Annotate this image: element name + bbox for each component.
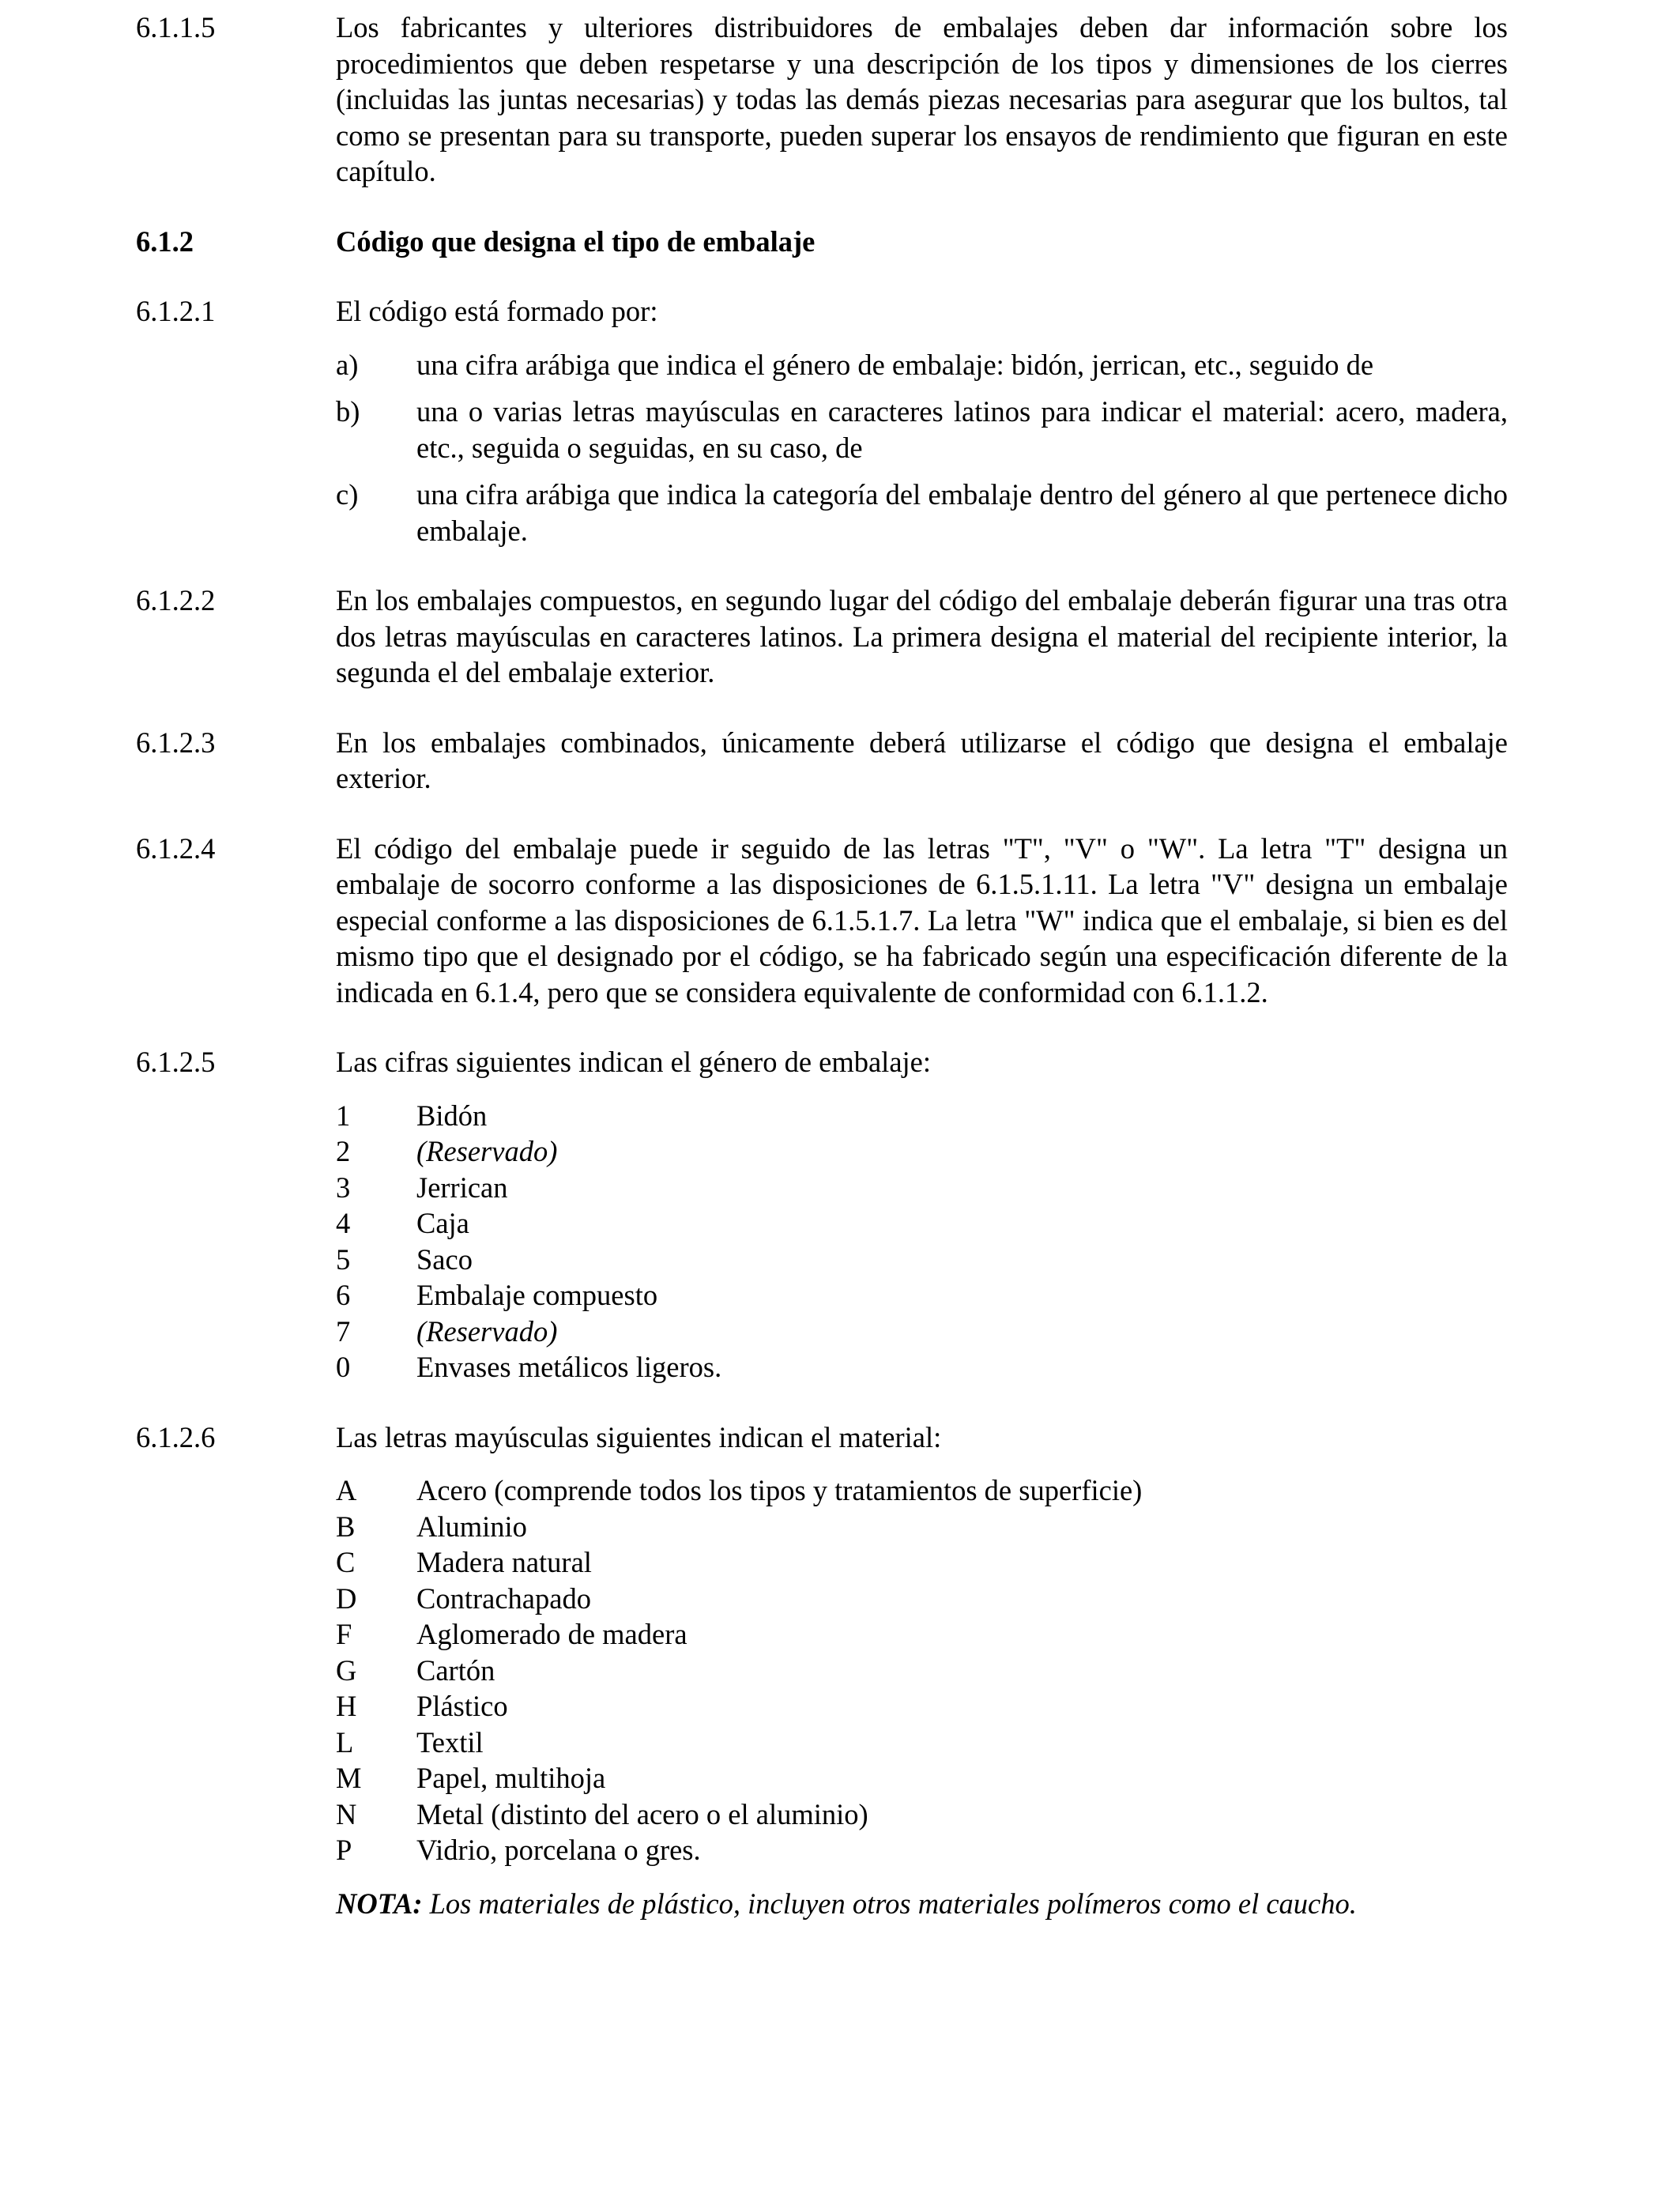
note	[336, 1886, 1508, 1922]
section-intro: El código está formado por:	[336, 295, 658, 327]
heading-title: Código que designa el tipo de embalaje	[336, 224, 816, 258]
list-item-text: una cifra arábiga que indica el género de embalaje: bidón, jerrican, etc., seguido de	[416, 348, 1374, 381]
list-item	[336, 1314, 1508, 1350]
list-item-code: 4	[336, 1207, 351, 1239]
list-item-letter: b)	[336, 395, 360, 428]
list-item	[336, 1616, 1508, 1653]
section-6-1-2-4	[136, 831, 1508, 1011]
list-item	[336, 394, 1508, 466]
list-item	[336, 1472, 1508, 1509]
list-item-label: Textil	[416, 1725, 484, 1759]
section-number: 6.1.1.5	[136, 11, 216, 43]
list-item	[336, 1581, 1508, 1617]
list-item-label: Jerrican	[416, 1171, 508, 1204]
section-intro: Las cifras siguientes indican el género de embalaje:	[336, 1046, 932, 1078]
section-6-1-2-3	[136, 725, 1508, 797]
list-item-label: (Reservado)	[416, 1314, 558, 1348]
section-number: 6.1.2.1	[136, 295, 216, 327]
list-item	[336, 1205, 1508, 1242]
packaging-type-list	[336, 1098, 1508, 1385]
list-item-text: una cifra arábiga que indica la categoría del embalaje dentro del género al que pertenece dicho embalaje.	[416, 478, 1508, 547]
list-item-label: Embalaje compuesto	[416, 1279, 658, 1311]
list-item-code: N	[336, 1797, 357, 1830]
list-item	[336, 1832, 1508, 1868]
list-item-code: 7	[336, 1314, 351, 1348]
list-item-code: 6	[336, 1279, 351, 1311]
list-item-code: 5	[336, 1242, 351, 1276]
list-item	[336, 1725, 1508, 1761]
material-list	[336, 1472, 1508, 1868]
list-item-code: A	[336, 1474, 357, 1506]
section-paragraph: Los fabricantes y ulteriores distribuidores de embalajes deben dar información sobre los procedimientos que deben respetarse y una descripción de los tipos y dimensiones de los cierres (incluidas las juntas necesarias) y todas las demás piezas necesarias para asegurar que los bultos, tal como se presentan para su transporte, pueden superar los ensayos de rendimiento que figuran en este capítulo.	[336, 11, 1508, 187]
list-item	[336, 1509, 1508, 1545]
note-label: NOTA:	[336, 1887, 423, 1920]
list-item-label: Bidón	[416, 1099, 488, 1132]
section-number: 6.1.2.2	[136, 584, 216, 616]
section-number: 6.1.2.6	[136, 1420, 216, 1453]
list-item-code: 2	[336, 1135, 351, 1167]
list-item-label: Vidrio, porcelana o gres.	[416, 1834, 701, 1866]
section-number: 6.1.2.5	[136, 1046, 216, 1078]
list-item-code: G	[336, 1653, 357, 1687]
list-item	[336, 1098, 1508, 1134]
section-6-1-2-5	[136, 1044, 1508, 1385]
list-item-label: Saco	[416, 1242, 473, 1276]
list-item	[336, 477, 1508, 548]
list-item	[336, 1277, 1508, 1314]
section-paragraph: El código del embalaje puede ir seguido de las letras "T", "V" o "W". La letra "T" designa un embalaje de socorro conforme a las disposiciones de 6.1.5.1.11. La letra "V" designa un embalaje especial conforme a las disposiciones de 6.1.5.1.7. La letra "W" indica que el embalaje, si bien es del mismo tipo que el designado por el código, se ha fabricado según una especificación diferente de la indicada en 6.1.4, pero que se considera equivalente de conformidad con 6.1.1.2.	[336, 831, 1508, 1008]
list-item	[336, 1170, 1508, 1206]
section-intro: Las letras mayúsculas siguientes indican el material:	[336, 1420, 942, 1453]
list-item-code: 0	[336, 1351, 351, 1383]
section-6-1-2-1	[136, 293, 1508, 548]
document-page	[136, 9, 1508, 1955]
list-item-code: H	[336, 1690, 357, 1722]
note-text: Los materiales de plástico, incluyen otros materiales polímeros como el caucho.	[422, 1887, 1357, 1920]
list-item-code: 1	[336, 1099, 351, 1132]
section-number: 6.1.2.4	[136, 831, 216, 865]
list-item-code: D	[336, 1581, 357, 1615]
list-item-code: P	[336, 1834, 352, 1866]
list-item-label: Contrachapado	[416, 1581, 591, 1615]
list-item-letter: c)	[336, 478, 359, 511]
list-item	[336, 1242, 1508, 1278]
list-item-label: Envases metálicos ligeros.	[416, 1351, 722, 1383]
list-item	[336, 1349, 1508, 1385]
list-item-label: Papel, multihoja	[416, 1762, 606, 1794]
list-item-letter: a)	[336, 348, 359, 381]
list-item	[336, 1796, 1508, 1833]
list-item-code: C	[336, 1546, 356, 1578]
list-item	[336, 1133, 1508, 1170]
section-paragraph: En los embalajes compuestos, en segundo lugar del código del embalaje deberán figurar una tras otra dos letras mayúsculas en caracteres latinos. La primera designa el material del recipiente interior, la segunda el del embalaje exterior.	[336, 584, 1508, 688]
list-item-label: Acero (comprende todos los tipos y tratamientos de superficie)	[416, 1474, 1143, 1506]
list-item-code: L	[336, 1725, 354, 1759]
section-number: 6.1.2.3	[136, 726, 216, 759]
section-6-1-2-2	[136, 582, 1508, 691]
list-item-label: Metal (distinto del acero o el aluminio)	[416, 1797, 868, 1830]
list-item-label: Plástico	[416, 1690, 508, 1722]
list-item-label: Madera natural	[416, 1546, 592, 1578]
list-item	[336, 347, 1508, 383]
list-item-code: M	[336, 1762, 362, 1794]
list-item-code: B	[336, 1510, 356, 1543]
list-item-label: Cartón	[416, 1653, 495, 1687]
heading-number: 6.1.2	[136, 224, 194, 258]
list-item	[336, 1653, 1508, 1689]
list-item	[336, 1544, 1508, 1581]
lettered-list	[336, 347, 1508, 549]
list-item	[336, 1688, 1508, 1725]
section-6-1-2-6	[136, 1419, 1508, 1922]
list-item-label: (Reservado)	[416, 1135, 558, 1167]
list-item-text: una o varias letras mayúsculas en caracteres latinos para indicar el material: acero, madera, etc., seguida o seguidas, en su caso, de	[416, 395, 1508, 464]
list-item-code: 3	[336, 1171, 351, 1204]
list-item-label: Aglomerado de madera	[416, 1618, 687, 1650]
section-6-1-1-5	[136, 9, 1508, 190]
section-heading-6-1-2	[136, 224, 1508, 260]
list-item-label: Caja	[416, 1207, 469, 1239]
list-item	[336, 1760, 1508, 1796]
list-item-label: Aluminio	[416, 1510, 527, 1543]
list-item-code: F	[336, 1618, 352, 1650]
section-paragraph: En los embalajes combinados, únicamente deberá utilizarse el código que designa el embalaje exterior.	[336, 726, 1508, 794]
